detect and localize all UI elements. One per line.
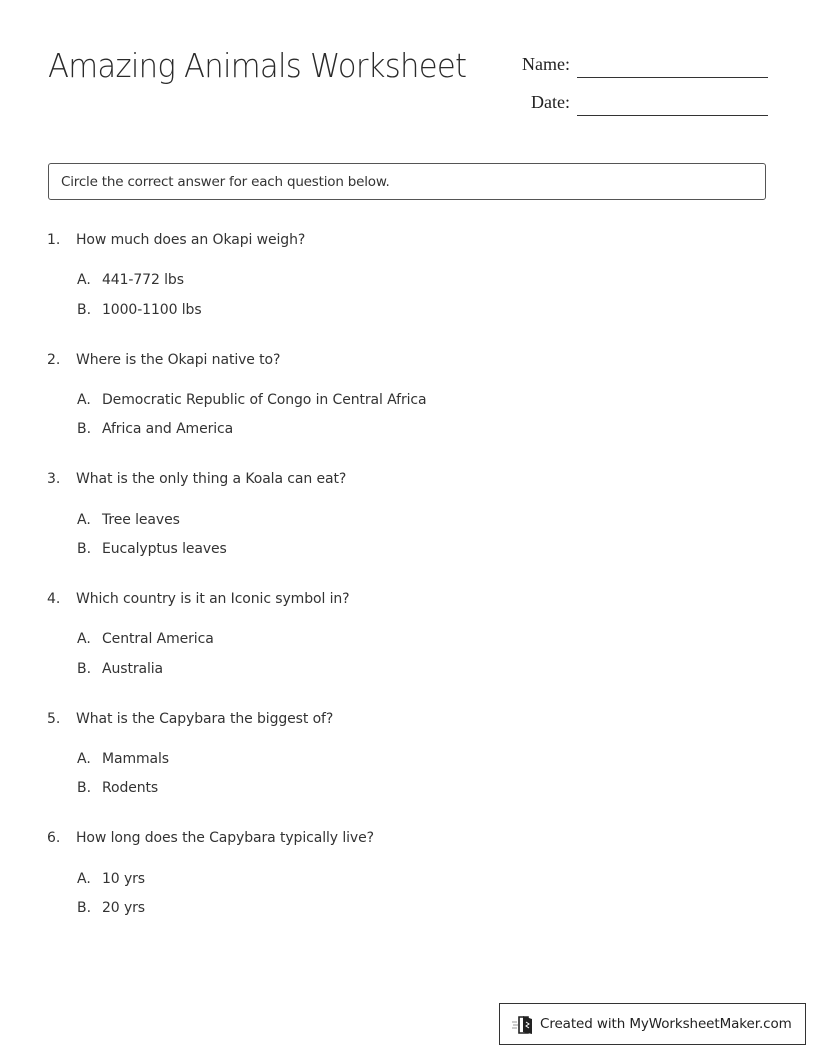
question-text: What is the Capybara the biggest of? — [76, 711, 334, 727]
option-text[interactable]: Africa and America — [102, 421, 234, 437]
option-letter: B. — [77, 900, 92, 916]
date-label: Date: — [531, 92, 570, 112]
option-letter: A. — [77, 871, 91, 887]
option-text[interactable]: 10 yrs — [102, 871, 145, 887]
footer-text[interactable]: Created with MyWorksheetMaker.com — [540, 1016, 792, 1032]
option-letter: B. — [77, 661, 92, 677]
option-text[interactable]: Central America — [102, 631, 214, 647]
option-text[interactable]: 441-772 lbs — [102, 272, 184, 288]
question-number: 2. — [47, 352, 61, 368]
option-text[interactable]: Mammals — [102, 751, 169, 767]
instructions-text: Circle the correct answer for each question below. — [61, 174, 390, 190]
question-text: How much does an Okapi weigh? — [76, 232, 306, 248]
option-letter: A. — [77, 392, 91, 408]
option-text[interactable]: Rodents — [102, 780, 159, 796]
option-letter: A. — [77, 512, 91, 528]
question-text: Where is the Okapi native to? — [76, 352, 281, 368]
option-text[interactable]: 1000-1100 lbs — [102, 302, 202, 318]
option-letter: B. — [77, 541, 92, 557]
name-label: Name: — [522, 54, 570, 74]
worksheet-title: Amazing Animals Worksheet — [48, 46, 467, 85]
option-letter: B. — [77, 302, 92, 318]
footer-badge[interactable] — [499, 1003, 806, 1045]
option-letter: B. — [77, 780, 92, 796]
option-text[interactable]: 20 yrs — [102, 900, 145, 916]
option-letter: A. — [77, 751, 91, 767]
instructions-box — [48, 163, 766, 200]
question-number: 5. — [47, 711, 61, 727]
question-number: 6. — [47, 830, 61, 846]
option-text[interactable]: Democratic Republic of Congo in Central Africa — [102, 392, 427, 408]
option-letter: A. — [77, 631, 91, 647]
worksheet-maker-logo-icon — [512, 1015, 534, 1035]
option-letter: A. — [77, 272, 91, 288]
question-text: Which country is it an Iconic symbol in? — [76, 591, 350, 607]
option-text[interactable]: Tree leaves — [102, 512, 180, 528]
option-text[interactable]: Eucalyptus leaves — [102, 541, 227, 557]
question-text: How long does the Capybara typically live? — [76, 830, 374, 846]
option-text[interactable]: Australia — [102, 661, 164, 677]
question-text: What is the only thing a Koala can eat? — [76, 471, 347, 487]
option-letter: B. — [77, 421, 92, 437]
question-number: 1. — [47, 232, 61, 248]
name-line[interactable] — [577, 77, 768, 78]
question-number: 4. — [47, 591, 61, 607]
question-number: 3. — [47, 471, 61, 487]
date-line[interactable] — [577, 115, 768, 116]
